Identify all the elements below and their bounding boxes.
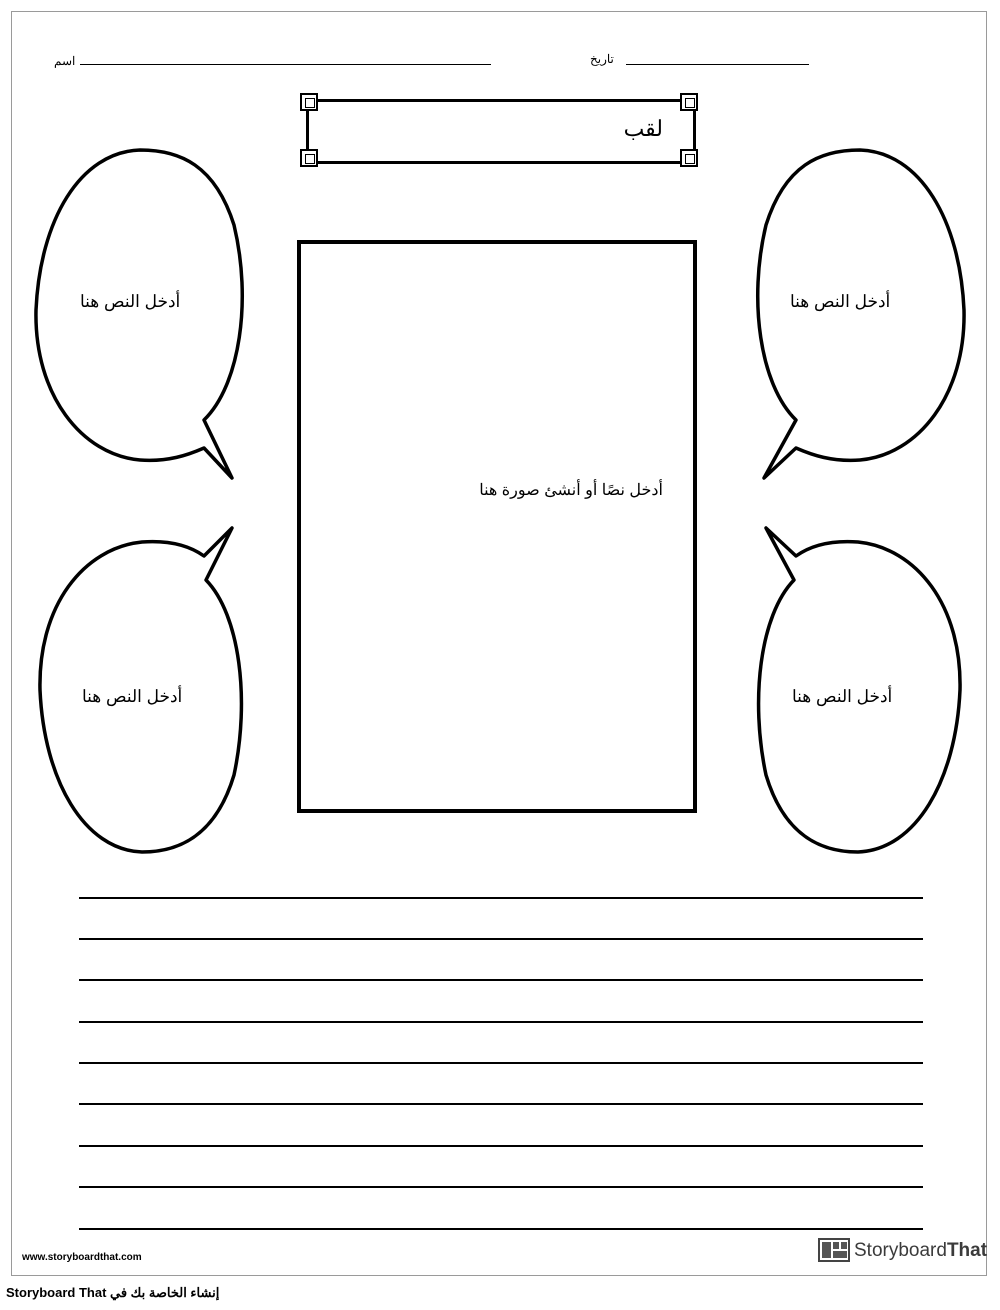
writing-line[interactable]	[79, 1021, 923, 1023]
image-box[interactable]	[297, 240, 697, 813]
speech-bubble-top-left	[36, 150, 242, 478]
bubble-text-bottom-right[interactable]: أدخل النص هنا	[792, 687, 893, 706]
writing-line[interactable]	[79, 1062, 923, 1064]
bubble-text-bottom-left[interactable]: أدخل النص هنا	[82, 687, 183, 706]
logo-text-b: That	[946, 1240, 988, 1261]
writing-line[interactable]	[79, 1145, 923, 1147]
writing-line[interactable]	[79, 1228, 923, 1230]
logo-text-a: Storyboard	[854, 1240, 947, 1261]
bubble-text-top-right[interactable]: أدخل النص هنا	[790, 292, 891, 311]
writing-line[interactable]	[79, 897, 923, 899]
writing-line[interactable]	[79, 938, 923, 940]
writing-line[interactable]	[79, 1186, 923, 1188]
name-label: اسم	[54, 54, 76, 68]
logo-text	[854, 1240, 987, 1262]
date-label: تاريخ	[590, 52, 614, 66]
writing-line[interactable]	[79, 1103, 923, 1105]
title-text: لقب	[623, 116, 663, 141]
bubble-text-top-left[interactable]: أدخل النص هنا	[80, 292, 181, 311]
storyboard-frames-icon	[818, 1238, 850, 1262]
create-your-own-text[interactable]: إنشاء الخاصة بك في Storyboard That	[6, 1285, 220, 1300]
storyboardthat-logo[interactable]	[818, 1238, 988, 1264]
image-box-placeholder: أدخل نصًا أو أنشئ صورة هنا	[479, 482, 663, 499]
footer-url[interactable]: www.storyboardthat.com	[22, 1252, 142, 1263]
writing-line[interactable]	[79, 979, 923, 981]
speech-bubble-top-right	[758, 150, 964, 478]
